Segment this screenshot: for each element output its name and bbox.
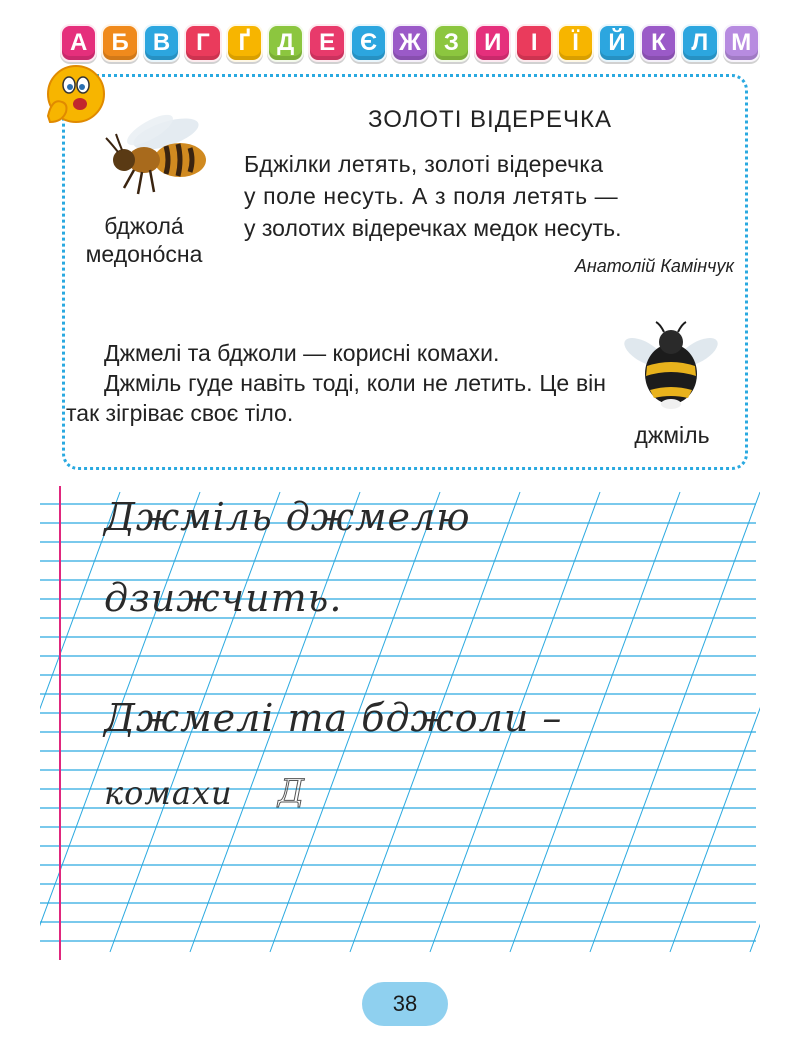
honeybee-caption-line1: бджола́ [104, 213, 184, 239]
alphabet-letter: З [433, 24, 470, 62]
alphabet-letter: К [640, 24, 677, 62]
poem-line: у золотих відеречках медок несуть. [244, 215, 622, 241]
fact-paragraph: Джміль гуде навіть тоді, коли не летить. Це він так зігріває своє тіло. [66, 370, 606, 426]
poem-author: Анатолій Камінчук [574, 256, 734, 276]
handwriting-line: Джмелі та бджоли – [104, 696, 563, 740]
alphabet-strip [60, 24, 760, 64]
honeybee-caption-line2: медоно́сна [85, 241, 203, 267]
margin-line [59, 486, 61, 960]
alphabet-letter: Г [184, 24, 221, 62]
handwriting-line: дзижчить. [104, 576, 343, 620]
alphabet-letter: Ї [557, 24, 594, 62]
poem-line: у поле несуть. А з поля летять — [244, 183, 619, 209]
poem-text [244, 148, 744, 244]
alphabet-letter: Б [101, 24, 138, 62]
handwriting-line: Джміль джмелю [104, 495, 471, 539]
honeybee-image [88, 108, 216, 200]
alphabet-letter: Й [598, 24, 635, 62]
fact-paragraph: Джмелі та бджоли — корисні комахи. [104, 340, 500, 366]
alphabet-letter: В [143, 24, 180, 62]
alphabet-letter: Ґ [226, 24, 263, 62]
bumblebee-caption: джміль [634, 422, 710, 448]
alphabet-letter: Д [267, 24, 304, 62]
alphabet-letter: І [515, 24, 552, 62]
alphabet-letter: И [474, 24, 511, 62]
bumblebee-image [620, 318, 722, 414]
alphabet-letter: М [723, 24, 760, 62]
handwriting-line: комахи [104, 774, 233, 812]
alphabet-letter: Ж [391, 24, 428, 62]
poem-line: Бджілки летять, золоті відеречка [244, 151, 604, 177]
traced-letter: Д [278, 772, 306, 810]
alphabet-letter: Л [681, 24, 718, 62]
alphabet-letter: Є [350, 24, 387, 62]
alphabet-letter: А [60, 24, 97, 62]
page-number: 38 [362, 982, 448, 1026]
poem-title: ЗОЛОТІ ВІДЕРЕЧКА [368, 106, 612, 133]
facts-text [66, 338, 606, 428]
honeybee-caption [64, 212, 224, 268]
alphabet-letter: Е [308, 24, 345, 62]
